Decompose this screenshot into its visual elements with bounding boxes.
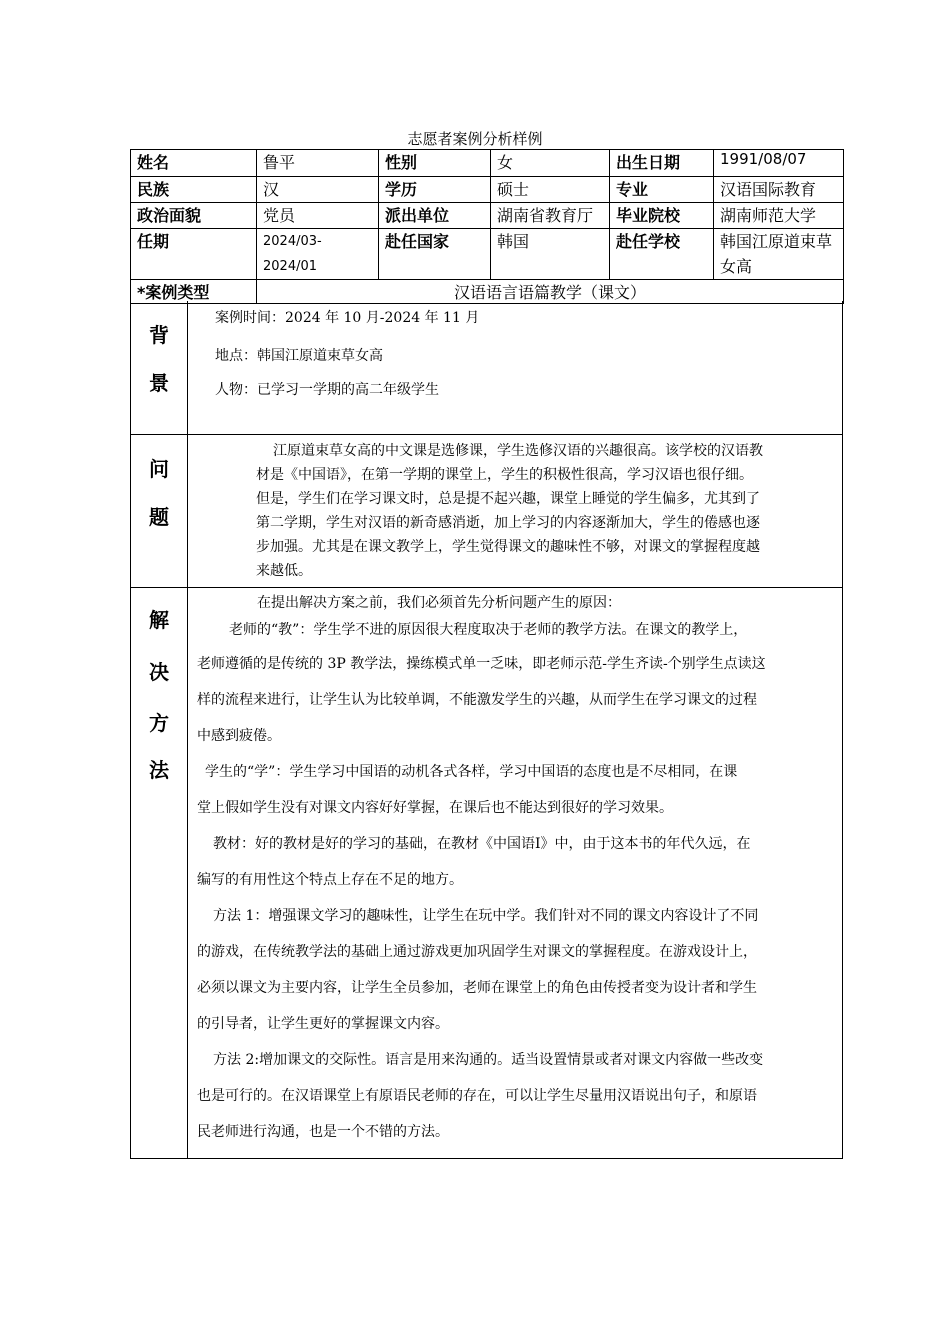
dispatch-label: 派出单位: [379, 203, 491, 229]
problem-label: [131, 435, 188, 587]
solution-line: 在提出解决方案之前，我们必须首先分析问题产生的原因：: [257, 595, 621, 611]
case-type-value: 汉语语言语篇教学（课文）: [257, 280, 844, 304]
case-type-label: *案例类型: [131, 280, 257, 304]
solution-line: 也是可行的。在汉语课堂上有原语民老师的存在，可以让学生尽量用汉语说出句子，和原语: [197, 1088, 757, 1104]
document-title: 志愿者案例分析样例: [407, 130, 543, 148]
solution-line: 编写的有用性这个特点上存在不足的地方。: [197, 872, 463, 888]
ethnicity-label: 民族: [131, 177, 257, 203]
problem-line: 步加强。尤其是在课文教学上，学生觉得课文的趣味性不够，对课文的掌握程度越: [256, 539, 760, 555]
solution-label-char-1: 解: [149, 608, 169, 632]
school-label: 毕业院校: [610, 203, 714, 229]
birth-label: 出生日期: [610, 150, 714, 177]
solution-line: 的游戏，在传统教学法的基础上通过游戏更加巩固学生对课文的掌握程度。在游戏设计上，: [197, 944, 757, 960]
background-time: 案例时间：2024 年 10 月-2024 年 11 月: [215, 310, 480, 326]
solution-line: 教材：好的教材是好的学习的基础，在教材《中国语Ⅰ》中，由于这本书的年代久远，在: [213, 836, 751, 852]
solution-line: 老师的“教”：学生学不进的原因很大程度取决于老师的教学方法。在课文的教学上，: [229, 622, 748, 638]
school-value: 湖南师范大学: [714, 203, 844, 229]
solution-line: 民老师进行沟通，也是一个不错的方法。: [197, 1124, 449, 1140]
name-label: 姓名: [131, 150, 257, 177]
gender-value: 女: [491, 150, 610, 177]
background-label-char-1: 背: [149, 323, 169, 347]
background-people: 人物：已学习一学期的高二年级学生: [215, 382, 439, 398]
problem-section: [130, 435, 843, 588]
problem-label-char-1: 问: [149, 457, 169, 481]
problem-line: 但是，学生们在学习课文时，总是提不起兴趣，课堂上睡觉的学生偏多，尤其到了: [256, 491, 760, 507]
background-section: [130, 301, 843, 435]
gender-label: 性别: [379, 150, 491, 177]
education-value: 硕士: [491, 177, 610, 203]
problem-line: 第二学期，学生对汉语的新奇感消逝，加上学习的内容逐渐加大，学生的倦感也逐: [256, 515, 760, 531]
problem-body: [188, 435, 842, 587]
solution-line: 堂上假如学生没有对课文内容好好掌握，在课后也不能达到很好的学习效果。: [197, 800, 673, 816]
term-start: 2024/03-: [263, 234, 322, 249]
host-school-line-2: 女高: [720, 257, 753, 276]
country-label: 赴任国家: [379, 229, 491, 280]
background-label-char-2: 景: [149, 371, 169, 395]
solution-line: 方法 2:增加课文的交际性。语言是用来沟通的。适当设置情景或者对课文内容做一些改变: [213, 1052, 764, 1068]
solution-label-char-3: 方: [149, 711, 169, 735]
solution-line: 的引导者，让学生更好的掌握课文内容。: [197, 1016, 449, 1032]
problem-label-char-2: 题: [149, 505, 169, 529]
name-value: 鲁平: [257, 150, 379, 177]
solution-line: 中感到疲倦。: [197, 728, 281, 744]
ethnicity-value: 汉: [257, 177, 379, 203]
solution-line: 样的流程来进行，让学生认为比较单调，不能激发学生的兴趣，从而学生在学习课文的过程: [197, 692, 757, 708]
solution-line: 学生的“学”：学生学习中国语的动机各式各样，学习中国语的态度也是不尽相同，在课: [205, 764, 738, 780]
country-value: 韩国: [491, 229, 610, 280]
birth-value: 1991/08/07: [714, 150, 844, 177]
term-value: [257, 229, 379, 280]
major-value: 汉语国际教育: [714, 177, 844, 203]
host-school-value: [714, 229, 844, 280]
solution-line: 老师遵循的是传统的 3P 教学法，操练模式单一乏味，即老师示范-学生齐读-个别学生点读这: [197, 656, 766, 672]
problem-line: 江原道束草女高的中文课是选修课，学生选修汉语的兴趣很高。该学校的汉语教: [273, 443, 763, 459]
host-school-line-1: 韩国江原道束草: [720, 232, 833, 251]
problem-line: 材是《中国语》，在第一学期的课堂上，学生的积极性很高，学习汉语也很仔细。: [256, 467, 753, 483]
host-school-label: 赴任学校: [610, 229, 714, 280]
solution-label-char-4: 法: [149, 758, 169, 782]
solution-line: 必须以课文为主要内容，让学生全员参加，老师在课堂上的角色由传授者变为设计者和学生: [197, 980, 757, 996]
background-body: [188, 301, 842, 434]
solution-section: [130, 588, 843, 1159]
solution-label: [131, 588, 188, 1158]
term-label: 任期: [131, 229, 257, 280]
term-end: 2024/01: [263, 259, 318, 274]
info-table: [130, 149, 844, 304]
background-label: [131, 301, 188, 434]
background-place: 地点：韩国江原道束草女高: [215, 348, 383, 364]
education-label: 学历: [379, 177, 491, 203]
major-label: 专业: [610, 177, 714, 203]
solution-label-char-2: 决: [149, 660, 169, 684]
political-value: 党员: [257, 203, 379, 229]
solution-line: 方法 1：增强课文学习的趣味性，让学生在玩中学。我们针对不同的课文内容设计了不同: [213, 908, 759, 924]
dispatch-value: 湖南省教育厅: [491, 203, 610, 229]
problem-line: 来越低。: [256, 563, 312, 579]
solution-body: [188, 588, 842, 1158]
political-label: 政治面貌: [131, 203, 257, 229]
